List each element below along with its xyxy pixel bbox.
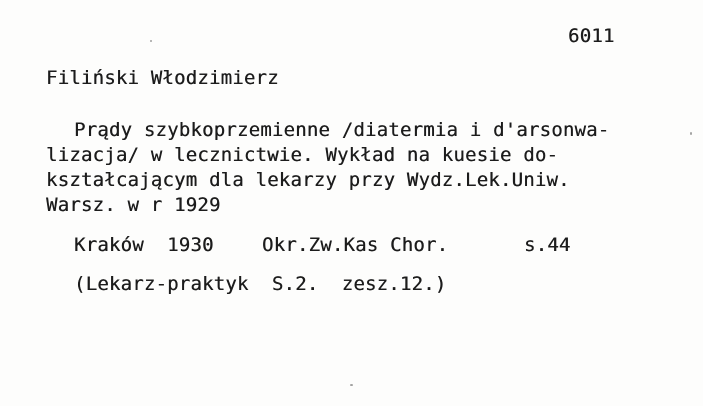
series-note: (Lekarz-praktyk S.2. zesz.12.) [74,273,447,295]
title-line: Warsz. w r 1929 [46,194,221,216]
title-line: Prądy szybkoprzemienne /diatermia i d'arsonwa- [74,119,610,141]
card-number: 6011 [568,25,615,47]
author-name: Filiński Włodzimierz [46,67,279,89]
place-year: Kraków 1930 [74,234,214,256]
scan-speck [150,40,152,42]
scan-speck [350,384,353,386]
title-line: kształcającym dla lekarzy przy Wydz.Lek.Uniw. [46,169,570,191]
scan-speck [690,132,692,135]
publisher: Okr.Zw.Kas Chor. [262,234,449,256]
page-count: s.44 [524,234,571,256]
title-line: lizacja/ w lecznictwie. Wykład na kuesie do- [46,144,559,166]
